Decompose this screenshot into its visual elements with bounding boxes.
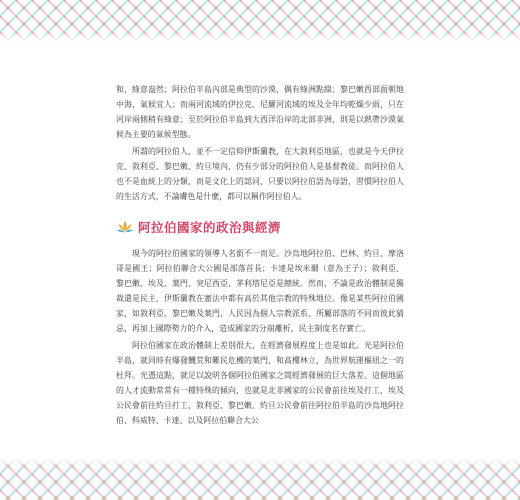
top-decorative-pattern <box>0 0 520 42</box>
section-heading <box>116 218 404 236</box>
bottom-decorative-pattern <box>0 458 520 500</box>
lotus-icon <box>116 220 134 234</box>
paragraph-politics: 現今的阿拉伯國家的領導人名銜不一而足。沙烏地阿拉伯、巴林、約旦、摩洛哥是國王；阿拉伯聯合大公國是部落首長；卡達是埃米爾（意為王子）；敘利亞、黎巴嫩、埃及、葉門、突尼西亞、茅利塔尼亞是總統。然而，不論是政治體制是獨裁還是民主，伊斯蘭教在憲法中都有高於其他宗教的特殊地位。像是某些阿拉伯國家，如敘利亞、黎巴嫩及葉門，人民因為個人宗教派系、所屬部落的不同而彼此猜忌，再加上國際勢力的介入，造成國家的分崩離析，民主制度名存實亡。 <box>116 249 404 333</box>
paragraph-arab-identity: 所謂的阿拉伯人，並不一定信仰伊斯蘭教，在大敘利亞地區，也就是今天伊拉克、敘利亞、黎巴嫩、約旦境內，仍有少部分的阿拉伯人是基督教徒。而阿拉伯人也不是血統上的分類，而是文化上的認同，只要以阿拉伯語為母語，習慣阿拉伯人的生活方式，不論膚色是什麼，都可以稱作阿拉伯人。 <box>116 147 404 201</box>
paragraph-geography: 和，綠意盎然；阿拉伯半島內部是典型的沙漠，偶有綠洲點綴；黎巴嫩西部面朝地中海，氣候宜人；而兩河流域的伊拉克、尼羅河流域的埃及全年均乾燥少雨，只在河岸兩側稍有綠意；至於阿拉伯半島到大西洋沿岸的北部非洲，則是以熱帶沙漠氣候為主要的氣候型態。 <box>116 85 404 139</box>
page-body <box>116 82 404 428</box>
paragraph-economy: 阿拉伯國家在政治體制上差別很大，在經濟發展程度上也是如此。光是阿拉伯半島，就同時有爆發饑荒和難民危機的葉門，和高樓林立，為世界航運樞紐之一的杜拜。光憑這點，就足以說明各個阿拉伯國家之間經濟發展的巨大落差。這個地區的人才流動常常有一種特殊的傾向，也就是北非國家的公民會前往埃及打工，埃及公民會前往約旦打工，敘利亞、黎巴嫩、約旦公民會前往阿拉伯半島的沙烏地阿拉伯、科威特、卡達、以及阿拉伯聯合大公 <box>116 341 404 425</box>
section-title: 阿拉伯國家的政治與經濟 <box>138 220 282 235</box>
